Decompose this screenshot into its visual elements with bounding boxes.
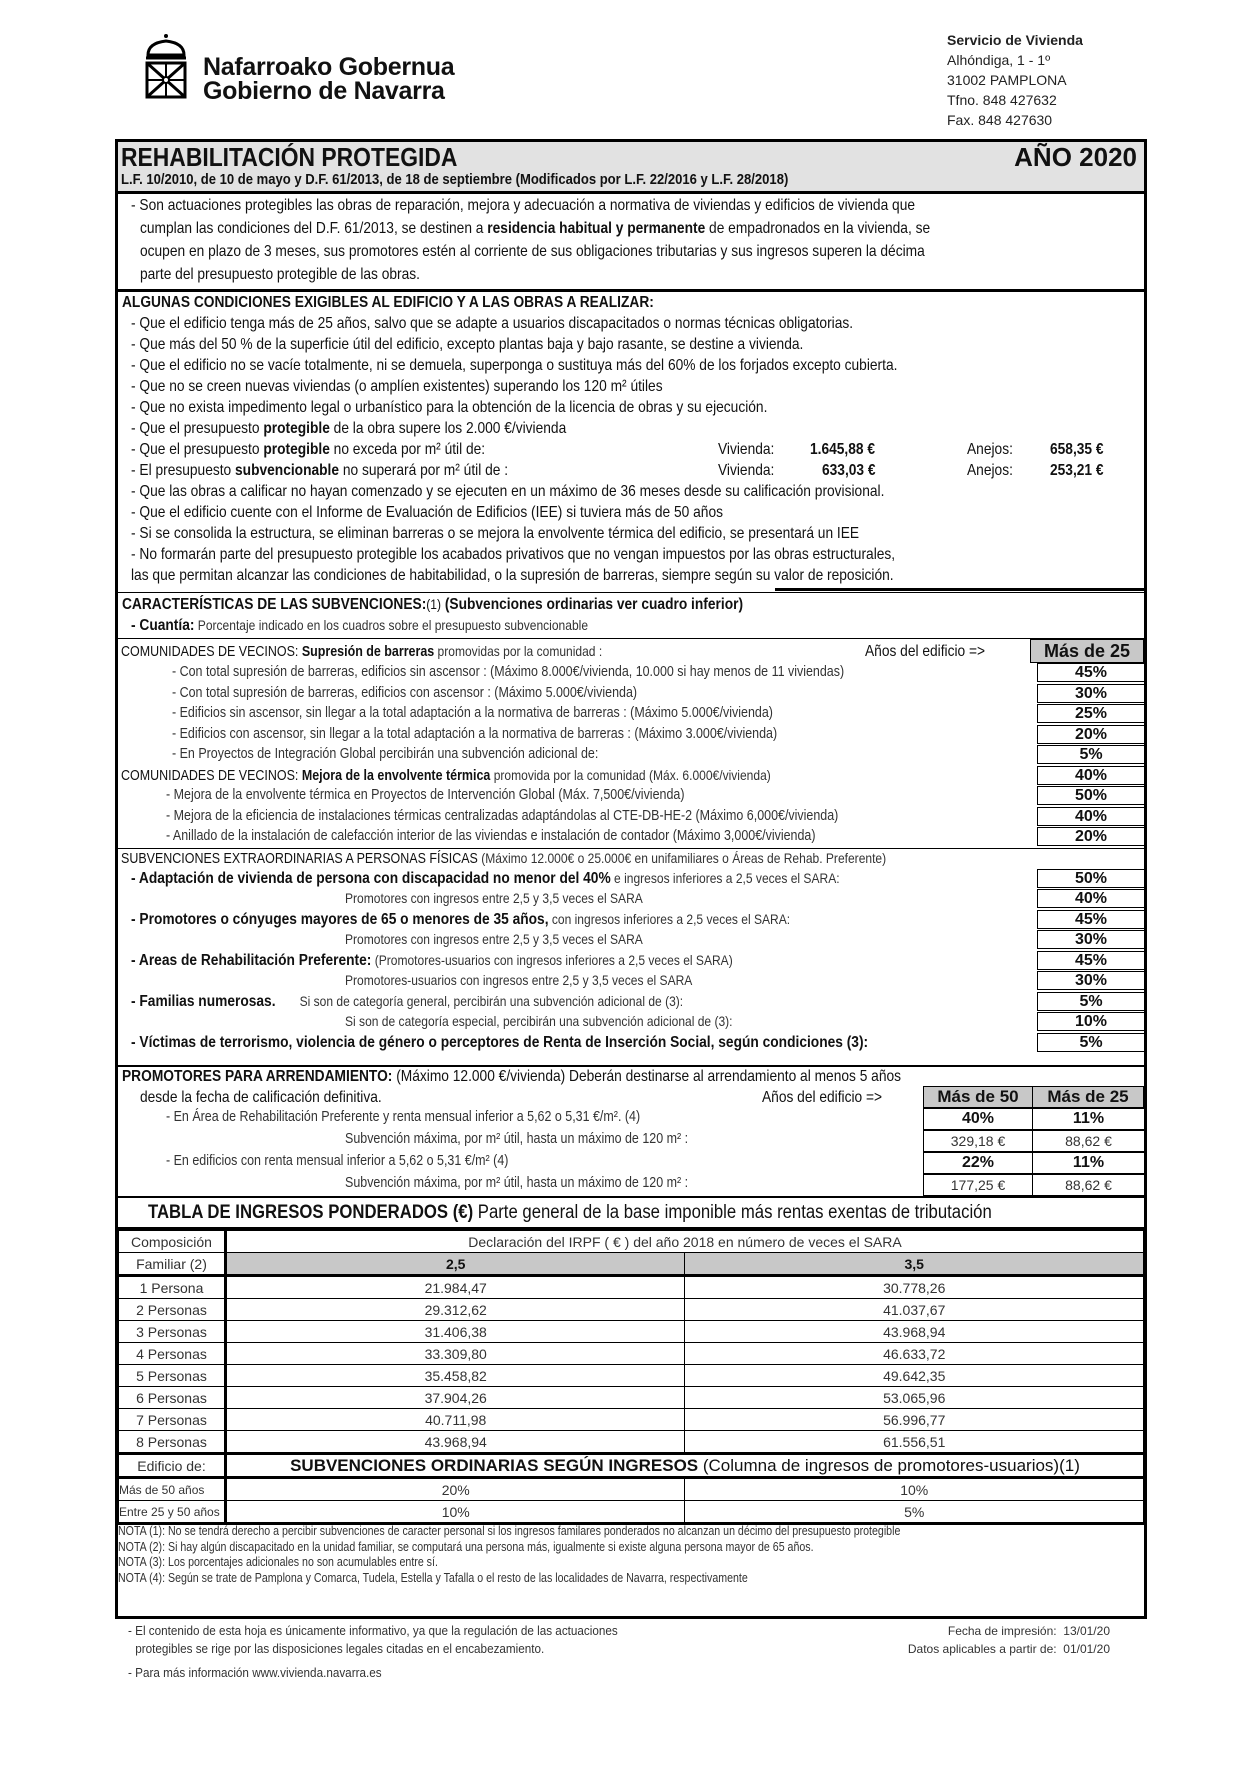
rental-value-mas25: 11%	[1032, 1152, 1144, 1174]
income-table-title	[148, 1202, 992, 1224]
text-fragment: - Que el presupuesto	[131, 420, 264, 437]
family-size: 3 Personas	[119, 1321, 226, 1343]
text-fragment: promovida por la comunidad (Máx. 6.000€/vivienda)	[490, 766, 771, 783]
col-header-composition: Composición	[119, 1231, 226, 1253]
subsidy-pct: 45%	[1037, 910, 1144, 929]
condition-item: - Que las obras a calificar no hayan comenzado y se ejecuten en un máximo de 36 meses desde su calificación provisional.	[131, 483, 885, 500]
subsidy-row-text: - En Proyectos de Integración Global percibirán una subvención adicional de:	[172, 746, 599, 762]
text-fragment: de la obra supere los 2.000 €/vivienda	[329, 420, 567, 437]
text-fragment: subvencionable	[235, 462, 340, 479]
table-row	[119, 1343, 1144, 1365]
text-fragment: SUBVENCIONES ORDINARIAS SEGÚN INGRESOS	[290, 1455, 699, 1475]
income-value: 29.312,62	[225, 1299, 685, 1321]
rental-row-text: - En edificios con renta mensual inferior a 5,62 o 5,31 €/m² (4)	[166, 1153, 509, 1169]
divider	[118, 1196, 1144, 1198]
applies-label: Datos aplicables a partir de:	[907, 1642, 1057, 1656]
col-header-mas25: Más de 25	[1030, 639, 1144, 663]
subsidy-pct: 20%	[1037, 725, 1144, 744]
ordinary-pct: 20%	[225, 1478, 685, 1501]
condition-item: - Si se consolida la estructura, se eliminan barreras o se mejora la envolvente térmica del edificio, se presentará un IEE	[131, 525, 860, 542]
anejos-label: Anejos:	[967, 441, 1013, 458]
col-header-2-5: 2,5	[225, 1253, 685, 1276]
ordinary-pct: 10%	[225, 1501, 685, 1523]
extraordinary-row	[345, 890, 643, 908]
income-value: 30.778,26	[685, 1276, 1144, 1299]
extraordinary-header	[121, 850, 886, 867]
divider	[118, 289, 1144, 292]
divider	[118, 592, 1144, 593]
ordinary-subsidies-title	[225, 1454, 1143, 1478]
income-value: 21.984,47	[225, 1276, 685, 1299]
subsidy-pct: 5%	[1037, 1033, 1144, 1052]
anejos-label: Anejos:	[967, 462, 1013, 479]
print-date-label: Fecha de impresión:	[947, 1624, 1057, 1638]
text-fragment: Promotores con ingresos entre 2,5 y 3,5 veces el SARA	[345, 931, 643, 947]
col-header-mas50: Más de 50	[923, 1086, 1033, 1108]
notes	[118, 1524, 900, 1587]
text-fragment: (Máximo 12.000€ o 25.000€ en unifamiliares o Áreas de Rehab. Preferente)	[477, 849, 887, 866]
income-table	[118, 1230, 1144, 1523]
subsidy-pct: 45%	[1037, 951, 1144, 970]
extraordinary-row	[131, 911, 790, 929]
text-fragment: (Máximo 12.000 €/vivienda) Deberán destinarse al arrendamiento al menos 5 años	[392, 1068, 902, 1085]
applies-date: 01/01/20	[1063, 1642, 1110, 1656]
building-age: Más de 50 años	[119, 1478, 226, 1501]
cuantia-line	[131, 617, 588, 635]
intro-line: parte del presupuesto protegible de las obras.	[140, 266, 420, 283]
text-fragment: e ingresos inferiores a 2,5 veces el SARA:	[610, 869, 840, 886]
subsidy-pct: 30%	[1037, 971, 1144, 990]
rental-row-text: - En Área de Rehabilitación Preferente y renta mensual inferior a 5,62 o 5,31 €/m². (4)	[166, 1109, 641, 1125]
subsidy-pct: 40%	[1037, 889, 1144, 908]
intro-line	[140, 220, 930, 238]
text-fragment: TABLA DE INGRESOS PONDERADOS (€)	[148, 1202, 474, 1223]
text-fragment: Porcentaje indicado en los cuadros sobre el presupuesto subvencionable	[194, 617, 589, 633]
navarra-coat-of-arms-icon	[140, 33, 192, 101]
income-value: 40.711,98	[225, 1409, 685, 1431]
family-size: 5 Personas	[119, 1365, 226, 1387]
org-name-spanish: Gobierno de Navarra	[203, 77, 445, 105]
text-fragment: CARACTERÍSTICAS DE LAS SUBVENCIONES:	[122, 596, 427, 613]
subsidy-pct: 30%	[1037, 930, 1144, 949]
table-row	[119, 1409, 1144, 1431]
text-fragment: - Familias numerosas.	[131, 992, 276, 1010]
table-row	[119, 1321, 1144, 1343]
text-fragment: con ingresos inferiores a 2,5 veces el SARA:	[548, 910, 791, 927]
print-date: 13/01/20	[1063, 1624, 1110, 1638]
subsidy-pct: 50%	[1037, 869, 1144, 888]
text-fragment: - Que el presupuesto	[131, 441, 264, 458]
rental-row-text: Subvención máxima, por m² útil, hasta un máximo de 120 m² :	[345, 1131, 689, 1147]
conditions-title: ALGUNAS CONDICIONES EXIGIBLES AL EDIFICIO Y A LAS OBRAS A REALIZAR:	[122, 294, 654, 311]
prot-vivienda-value: 1.645,88 €	[810, 441, 876, 458]
vivienda-label: Vivienda:	[718, 441, 775, 458]
table-row	[119, 1387, 1144, 1409]
city-line: 31002 PAMPLONA	[947, 72, 1067, 88]
income-value: 41.037,67	[685, 1299, 1144, 1321]
condition-item	[131, 462, 508, 480]
ordinary-pct: 5%	[685, 1501, 1144, 1523]
org-name	[203, 55, 454, 103]
subsidy-pct: 20%	[1037, 827, 1144, 846]
condition-item: - No formarán parte del presupuesto protegible los acabados privativos que no vengan impuestos por las obras estructurales,	[131, 546, 896, 563]
table-row	[119, 1365, 1144, 1387]
subsidy-row-text: - Edificios sin ascensor, sin llegar a la total adaptación a la normativa de barreras : (Máximo 5.000€/vivienda)	[172, 705, 773, 721]
text-fragment: Si son de categoría general, percibirán una subvención adicional de (3):	[299, 992, 684, 1009]
subsidy-row-text: - Con total supresión de barreras, edificios sin ascensor : (Máximo 8.000€/vivienda, 10.000 si hay menos de 11 viviendas)	[172, 664, 845, 680]
building-age-label: Años del edificio =>	[762, 1089, 883, 1106]
text-fragment: Mejora de la envolvente térmica	[301, 767, 491, 784]
subsidy-row-text: - Mejora de la eficiencia de instalaciones térmicas centralizadas adaptándolas al CTE-DB-HE-2 (Máximo 6,000€/vivienda)	[166, 807, 839, 824]
text-fragment: (Promotores-usuarios con ingresos inferiores a 2,5 veces el SARA)	[371, 951, 733, 968]
divider	[118, 1065, 1144, 1067]
text-fragment: no exceda por m² útil de:	[329, 441, 486, 458]
family-size: 4 Personas	[119, 1343, 226, 1365]
rental-header-2: desde la fecha de calificación definitiva.	[140, 1089, 382, 1106]
family-size: 2 Personas	[119, 1299, 226, 1321]
income-value: 53.065,96	[685, 1387, 1144, 1409]
text-fragment: promovidas por la comunidad :	[434, 643, 603, 659]
text-fragment: - Areas de Rehabilitación Preferente:	[131, 951, 372, 969]
subsidy-row-text: - Edificios con ascensor, sin llegar a la total adaptación a la normativa de barreras : (Máximo 3.000€/vivienda)	[172, 725, 778, 742]
note-item: NOTA (1): No se tendrá derecho a percibir subvenciones de caracter personal si los ingresos familares ponderados no alcanzan un décimo del presupuesto protegible	[118, 1524, 901, 1538]
dates	[870, 1622, 1110, 1658]
fax: Fax. 848 427630	[947, 112, 1053, 128]
subsidy-pct: 40%	[1037, 766, 1144, 785]
income-value: 43.968,94	[685, 1321, 1144, 1343]
subsidy-row-text: - Con total supresión de barreras, edificios con ascensor : (Máximo 5.000€/vivienda)	[172, 684, 638, 701]
condition-item: - Que no exista impedimento legal o urbanístico para la obtención de la licencia de obras y su ejecución.	[131, 399, 768, 416]
subsidy-pct: 30%	[1037, 684, 1144, 703]
subsidy-pct: 40%	[1037, 807, 1144, 826]
rental-value-mas25: 11%	[1032, 1108, 1144, 1130]
text-fragment: de empadronados en la vivienda, se	[705, 220, 931, 237]
extraordinary-row	[345, 931, 643, 949]
income-value: 56.996,77	[685, 1409, 1144, 1431]
sub-anejos-value: 253,21 €	[1050, 462, 1104, 479]
subsidy-pct: 50%	[1037, 786, 1144, 805]
more-info-link[interactable]: - Para más información www.vivienda.navarra.es	[128, 1665, 382, 1680]
text-fragment: Supresión de barreras	[301, 644, 435, 660]
service-name: Servicio de Vivienda	[947, 32, 1083, 48]
text-fragment: PROMOTORES PARA ARRENDAMIENTO:	[122, 1068, 393, 1085]
col-header-3-5: 3,5	[685, 1253, 1144, 1276]
subsidy-pct: 5%	[1037, 992, 1144, 1011]
condition-item: las que permitan alcanzar las condiciones de habitabilidad, o la supresión de barreras, siempre según su valor de reposición.	[131, 567, 894, 584]
income-value: 43.968,94	[225, 1431, 685, 1454]
text-fragment: - Adaptación de vivienda de persona con discapacidad no menor del 40%	[131, 869, 611, 887]
condition-item: - Que más del 50 % de la superficie útil del edificio, excepto plantas baja y bajo rasante, se destine a vivienda.	[131, 336, 804, 353]
income-value: 37.904,26	[225, 1387, 685, 1409]
subsidy-pct: 45%	[1037, 663, 1144, 682]
building-age-label: Años del edificio =>	[865, 643, 986, 660]
col-header-family: Familiar (2)	[119, 1253, 226, 1276]
ordinary-pct: 10%	[685, 1478, 1144, 1501]
table-row	[119, 1431, 1144, 1454]
condition-item: - Que el edificio tenga más de 25 años, salvo que se adapte a usuarios discapacitados o normas técnicas obligatorias.	[131, 315, 854, 332]
document-year: AÑO 2020	[1014, 142, 1137, 172]
income-value: 35.458,82	[225, 1365, 685, 1387]
intro-line: - Son actuaciones protegibles las obras de reparación, mejora y adecuación a normativa de viviendas y edificios de vivienda que	[131, 197, 916, 214]
barriers-header	[121, 643, 602, 660]
text-fragment: - El presupuesto	[131, 462, 236, 479]
text-fragment: cumplan las condiciones del D.F. 61/2013, se destinen a	[140, 220, 488, 237]
text-fragment: COMUNIDADES DE VECINOS:	[121, 644, 302, 660]
table-row	[119, 1501, 1144, 1523]
subsidy-row-text: - Anillado de la instalación de calefacción interior de las viviendas e instalación de contador (Máximo 3,000€/vivienda)	[166, 828, 816, 844]
phone: Tfno. 848 427632	[947, 92, 1057, 108]
service-address	[947, 30, 1083, 130]
text-fragment: protegible	[263, 441, 330, 458]
disclaimer: - El contenido de esta hoja es únicamente informativo, ya que la regulación de las actuaciones protegibles se rige por las disposiciones legales citadas en el encabezamiento.	[128, 1623, 618, 1656]
income-value: 49.642,35	[685, 1365, 1144, 1387]
family-size: 6 Personas	[119, 1387, 226, 1409]
subsidy-pct: 10%	[1037, 1012, 1144, 1031]
income-value: 31.406,38	[225, 1321, 685, 1343]
text-fragment: Parte general de la base imponible más rentas exentas de tributación	[473, 1202, 992, 1223]
text-fragment: Promotores con ingresos entre 2,5 y 3,5 veces el SARA	[345, 890, 643, 906]
rental-value-mas50: 177,25 €	[923, 1174, 1033, 1196]
text-fragment: - Cuantía:	[131, 617, 195, 634]
thermal-header	[121, 767, 771, 784]
condition-item	[131, 420, 566, 438]
building-label: Edificio de:	[119, 1454, 226, 1478]
rental-value-mas25: 88,62 €	[1032, 1130, 1144, 1152]
text-fragment: COMUNIDADES DE VECINOS:	[121, 767, 302, 784]
rental-value-mas50: 40%	[923, 1108, 1033, 1130]
intro-line: ocupen en plazo de 3 meses, sus promotores estén al corriente de sus obligaciones tributarias y sus ingresos superen la décima	[140, 243, 925, 260]
family-size: 7 Personas	[119, 1409, 226, 1431]
condition-item	[131, 441, 485, 459]
sub-vivienda-value: 633,03 €	[822, 462, 876, 479]
note-item: NOTA (3): Los porcentajes adicionales no son acumulables entre sí.	[118, 1555, 438, 1570]
extraordinary-row	[131, 952, 733, 970]
family-size: 8 Personas	[119, 1431, 226, 1454]
text-fragment: SUBVENCIONES EXTRAORDINARIAS A PERSONAS FÍSICAS	[121, 850, 478, 867]
income-value: 61.556,51	[685, 1431, 1144, 1454]
extraordinary-row	[345, 972, 692, 990]
text-fragment: (Subvenciones ordinarias ver cuadro inferior)	[441, 596, 744, 613]
condition-item: - Que el edificio cuente con el Informe de Evaluación de Edificios (IEE) si tuviera más de 50 años	[131, 504, 723, 521]
legal-reference: L.F. 10/2010, de 10 de mayo y D.F. 61/2013, de 18 de septiembre (Modificados por L.F. 22/2016 y L.F. 28/2018)	[121, 171, 789, 188]
rental-header	[122, 1068, 901, 1086]
income-value: 46.633,72	[685, 1343, 1144, 1365]
note-item: NOTA (2): Si hay algún discapacitado en la unidad familiar, se computará una persona más, igualmente si existe alguna persona mayor de 65 años.	[118, 1539, 814, 1554]
vivienda-label: Vivienda:	[718, 462, 775, 479]
table-row	[119, 1299, 1144, 1321]
prot-anejos-value: 658,35 €	[1050, 441, 1104, 458]
subsidy-pct: 25%	[1037, 704, 1144, 723]
divider	[118, 848, 1144, 849]
rental-row-text: Subvención máxima, por m² útil, hasta un máximo de 120 m² :	[345, 1175, 689, 1191]
condition-item: - Que el edificio no se vacíe totalmente, ni se demuela, superponga o sustituya más del 60% de los forjados excepto cubierta.	[131, 357, 898, 374]
group-header: Declaración del IRPF ( € ) del año 2018 en número de veces el SARA	[225, 1231, 1143, 1253]
extraordinary-row	[345, 1013, 733, 1031]
text-fragment: no superará por m² útil de :	[339, 462, 509, 479]
text-fragment: - Víctimas de terrorismo, violencia de género o perceptores de Renta de Inserción Social, según condiciones (3):	[131, 1033, 869, 1051]
note-item: NOTA (4): Según se trate de Pamplona y Comarca, Tudela, Estella y Tafalla o el resto de las localidades de Navarra, respectivamente	[118, 1571, 748, 1586]
text-fragment: (Columna de ingresos de promotores-usuarios)(1)	[698, 1455, 1080, 1475]
text-fragment: (1)	[426, 596, 442, 612]
text-fragment: Promotores-usuarios con ingresos entre 2,5 y 3,5 veces el SARA	[345, 972, 693, 988]
extraordinary-row	[131, 1034, 868, 1052]
family-size: 1 Persona	[119, 1276, 226, 1299]
subsidies-title	[122, 596, 743, 614]
document-title: REHABILITACIÓN PROTEGIDA	[121, 142, 458, 172]
address-line: Alhóndiga, 1 - 1º	[947, 52, 1051, 68]
col-header-mas25: Más de 25	[1032, 1086, 1144, 1108]
extraordinary-row	[131, 870, 840, 888]
rental-value-mas50: 329,18 €	[923, 1130, 1033, 1152]
text-fragment: - Promotores o cónyuges mayores de 65 o menores de 35 años,	[131, 910, 549, 928]
text-fragment: Si son de categoría especial, percibirán una subvención adicional de (3):	[345, 1013, 733, 1029]
building-age: Entre 25 y 50 años	[119, 1501, 226, 1523]
divider	[775, 588, 1144, 591]
rental-value-mas25: 88,62 €	[1032, 1174, 1144, 1196]
divider	[118, 638, 1144, 639]
text-fragment: protegible	[263, 420, 330, 437]
extraordinary-row	[131, 993, 683, 1011]
condition-item: - Que no se creen nuevas viviendas (o amplíen existentes) superando los 120 m² útiles	[131, 378, 663, 395]
subsidy-pct: 5%	[1037, 745, 1144, 764]
rental-value-mas50: 22%	[923, 1152, 1033, 1174]
text-fragment: residencia habitual y permanente	[487, 220, 706, 237]
income-value: 33.309,80	[225, 1343, 685, 1365]
table-row	[119, 1478, 1144, 1501]
table-row	[119, 1276, 1144, 1299]
subsidy-row-text: - Mejora de la envolvente térmica en Proyectos de Intervención Global (Máx. 7,500€/vivienda)	[166, 787, 685, 803]
org-name-basque: Nafarroako Gobernua	[203, 53, 455, 81]
